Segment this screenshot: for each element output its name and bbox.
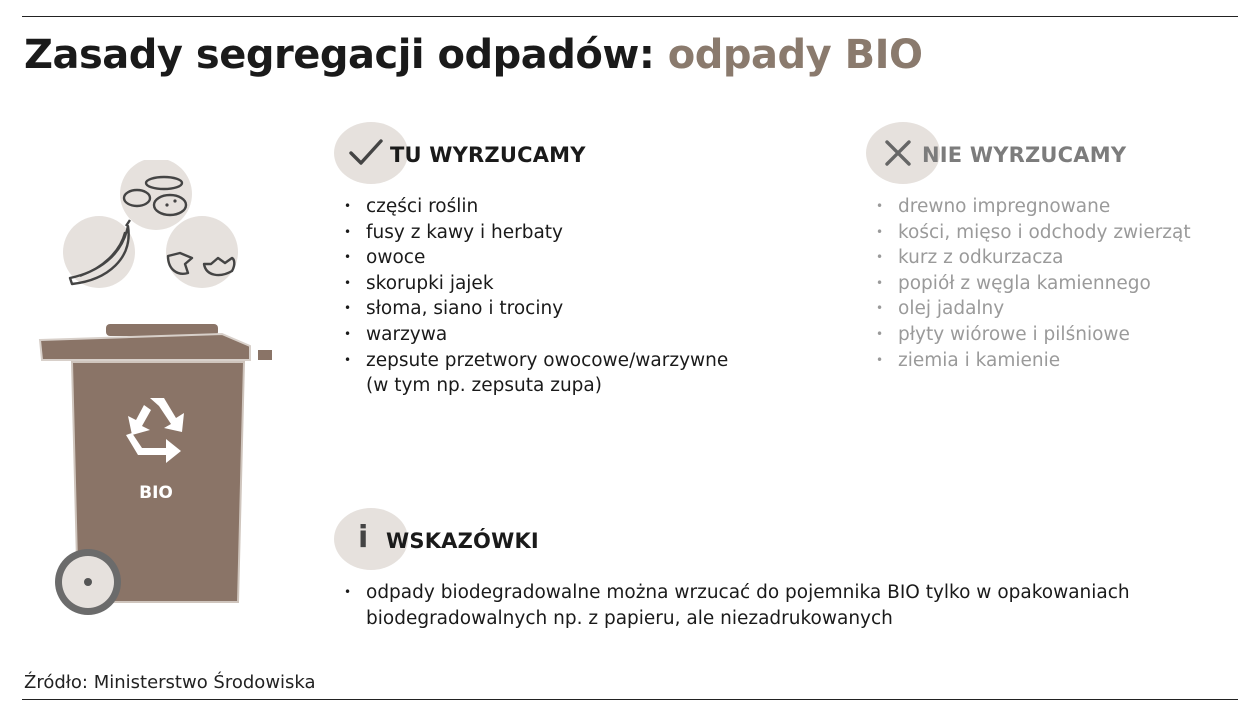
page-title (24, 32, 923, 78)
list-item: • słoma, siano i trociny (334, 296, 728, 322)
tips-heading: WSKAZÓWKI (386, 529, 539, 553)
list-item: • drewno impregnowane (866, 194, 1191, 220)
list-item: • odpady biodegradowalne można wrzucać do pojemnika BIO tylko w opakowaniach (334, 580, 1130, 606)
list-item: • olej jadalny (866, 296, 1191, 322)
allowed-list (334, 194, 728, 373)
not-allowed-header (866, 122, 1191, 184)
bin-lid (40, 334, 250, 360)
list-item: • ziemia i kamienie (866, 348, 1191, 374)
bin-lid-hinge (258, 350, 272, 360)
allowed-note: (w tym np. zepsuta zupa) (366, 375, 602, 397)
list-item: • skorupki jajek (334, 271, 728, 297)
source-note: Źródło: Ministerstwo Środowiska (24, 672, 316, 693)
list-item: • warzywa (334, 322, 728, 348)
list-item: • owoce (334, 245, 728, 271)
list-item: • płyty wiórowe i pilśniowe (866, 322, 1191, 348)
list-item: • zepsute przetwory owocowe/warzywne (334, 348, 728, 374)
list-item: • fusy z kawy i herbaty (334, 220, 728, 246)
eggshell-icon (166, 216, 238, 288)
list-item: • popiół z węgla kamiennego (866, 271, 1191, 297)
title-accent: odpady BIO (667, 32, 923, 78)
bin-label: BIO (139, 483, 173, 503)
tips-line-continued: biodegradowalnych np. z papieru, ale niezadrukowanych (366, 607, 893, 629)
not-allowed-section (866, 122, 1191, 373)
bottom-rule (22, 699, 1238, 700)
potato-peel-icon (120, 160, 192, 230)
food-waste-icons (63, 160, 238, 288)
allowed-heading: TU WYRZUCAMY (390, 143, 586, 167)
not-allowed-list (866, 194, 1191, 373)
allowed-header (334, 122, 728, 184)
bio-bin (40, 324, 272, 615)
check-icon (348, 135, 384, 171)
not-allowed-heading: NIE WYRZUCAMY (922, 143, 1127, 167)
list-item: • kości, mięso i odchody zwierząt (866, 220, 1191, 246)
info-icon: i (358, 520, 369, 555)
banana-icon (63, 216, 135, 288)
tips-header (334, 508, 1130, 570)
allowed-section (334, 122, 728, 399)
list-item: • części roślin (334, 194, 728, 220)
tips-section (334, 508, 1130, 631)
list-item: • kurz z odkurzacza (866, 245, 1191, 271)
title-main: Zasady segregacji odpadów: (24, 32, 655, 78)
bio-bin-illustration (36, 160, 286, 620)
top-rule (22, 16, 1238, 17)
tips-list (334, 580, 1130, 606)
cross-icon (880, 135, 916, 171)
